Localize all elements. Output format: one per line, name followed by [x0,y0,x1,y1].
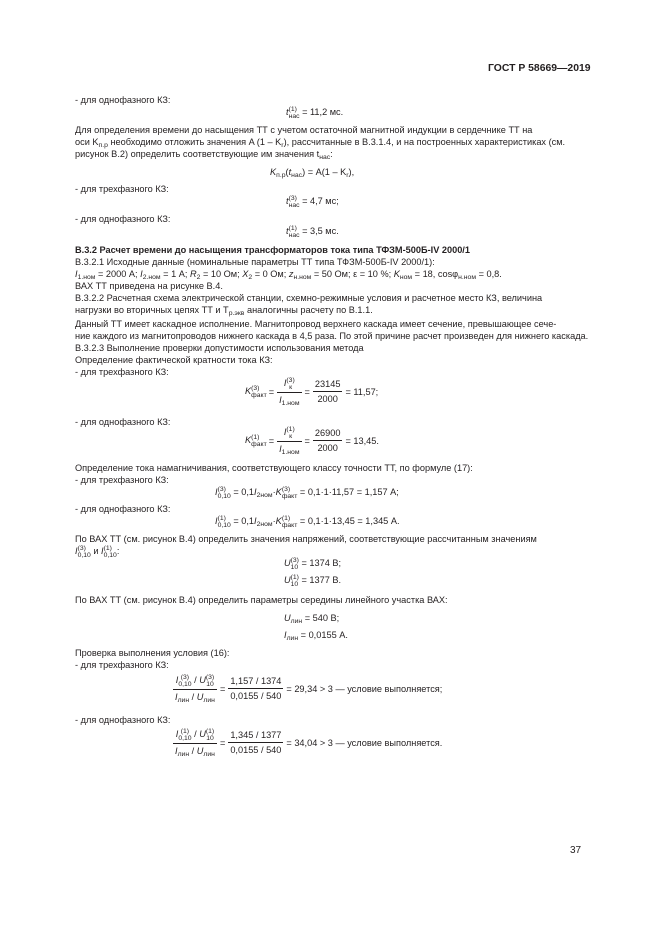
text-line: - для трехфазного КЗ: [75,475,169,485]
standard-header: ГОСТ Р 58669—2019 [488,63,591,74]
text-line: I (3) 0,10 и I (1) 0,10 : [75,545,120,559]
equation-u10-3: U (3) 10 = 1374 В; [284,557,342,571]
text-line: рисунок В.2) определить соответствующие им значения $t_{нас}$: [75,149,333,161]
text-line: Для определения времени до насыщения ТТ с учетом остаточной магнитной индукции в сердечнике ТТ на [75,125,533,135]
equation-u10-1: U (1) 10 = 1377 В. [284,574,342,588]
section-title: В.3.2 Расчет времени до насыщения трансформаторов тока типа ТФЗМ-500Б-IV 2000/1 [75,245,470,255]
text-line: В.3.2.3 Выполнение проверки допустимости использования метода [75,343,364,353]
text-line: - для однофазного КЗ: [75,715,171,725]
text-line: - для однофазного КЗ: [75,214,171,224]
equation-tnas-3: t (3) нас = 4,7 мс; [286,195,339,209]
text-line: оси $K_{п.р}$ необходимо отложить значения A $(1 - K_r)$, рассчитанные в В.3.1.4, и на построенных характеристиках (см. [75,137,566,149]
equation-tnas-1b: t (1) нас = 3,5 мс. [286,225,339,239]
equation-ilin: $I_{лин} = 0,0155$ А. [284,630,348,642]
text-line: нагрузки во вторичных цепях ТТ и $T_{р.экв}$ аналогичны расчету по В.1.1. [75,305,373,317]
text-line: Определение тока намагничивания, соответствующего классу точности ТТ, по формуле (17): [75,463,473,473]
equation-ulin: $U_{лин} = 540$ В; [284,613,340,625]
text-line: - для однофазного КЗ: [75,504,171,514]
equation-tnas-1: t (1) нас = 11,2 мс. [286,106,344,120]
text-line: - для однофазного КЗ: [75,95,171,105]
equation-check-1: I (1) 0,10 / U (1) 10 $I_{лин} / U_{лин}$ = $\frac{1,345 / 1377}{0,0155 / 540}$ = 34,04 > 3 — условие выполняется. [175,728,443,758]
text-line: Проверка выполнения условия (16): [75,648,230,658]
text-line: - для трехфазного КЗ: [75,660,169,670]
text-line: ВАХ ТТ приведена на рисунке В.4. [75,281,223,291]
page-number: 37 [570,845,582,856]
text-line: В.3.2.1 Исходные данные (номинальные параметры ТТ типа ТФЗМ-500Б-IV 2000/1): [75,257,435,267]
equation-check-3: I (3) 0,10 / U (3) 10 $I_{лин} / U_{лин}$ = $\frac{1,157 / 1374}{0,0155 / 540}$ = 29,34 > 3 — условие выполняется; [175,674,443,704]
text-line: Определение фактической кратности тока КЗ: [75,355,273,365]
equation-kpr: $K_{п.р}(t_{нас}) = A(1 - K_r)$, [270,167,355,179]
text-line: - для однофазного КЗ: [75,417,171,427]
equation-kfact-1: K (1) факт = I (1) к $I_{1.ном}$ = $\frac{26900}{2000}$ = 13,45. [245,426,379,456]
text-line: По ВАХ ТТ (см. рисунок В.4) определить параметры середины линейного участка ВАХ: [75,595,448,605]
equation-i010-3: I (3) 0,10 = $0,1I_{2ном}\cdot K$ (3) факт = 0,1·1·11,57 = 1,157 А; [215,486,399,500]
text-line: - для трехфазного КЗ: [75,184,169,194]
parameters-line: $I_{1.ном} = 2000$ А; $I_{2.ном} = 1$ А; $R_2 = 10$ Ом; $X_2 = 0$ Ом; $z_{н.ном} = 50$ Ом; ε = 10 %; $K_{ном} = 18$, cosφ$_{н.ном}$ = 0,8. [75,269,502,281]
text-line: По ВАХ ТТ (см. рисунок В.4) определить значения напряжений, соответствующие рассчитанным значениям [75,534,537,544]
text-line: В.3.2.2 Расчетная схема электрической станции, схемно-режимные условия и расчетное место КЗ, величина [75,293,543,303]
text-line: - для трехфазного КЗ: [75,367,169,377]
text-line: Данный ТТ имеет каскадное исполнение. Магнитопровод верхнего каскада имеет сечение, превышающее сече- [75,319,557,329]
equation-i010-1: I (1) 0,10 = $0,1I_{2ном}\cdot K$ (1) факт = 0,1·1·13,45 = 1,345 А. [215,515,400,529]
text-line: ние каждого из магнитопроводов нижнего каскада в 4,5 раза. По этой причине расчет произведен для нижнего каскада. [75,331,589,341]
equation-kfact-3: K (3) факт = I (3) к $I_{1.ном}$ = $\frac{23145}{2000}$ = 11,57; [245,377,379,407]
